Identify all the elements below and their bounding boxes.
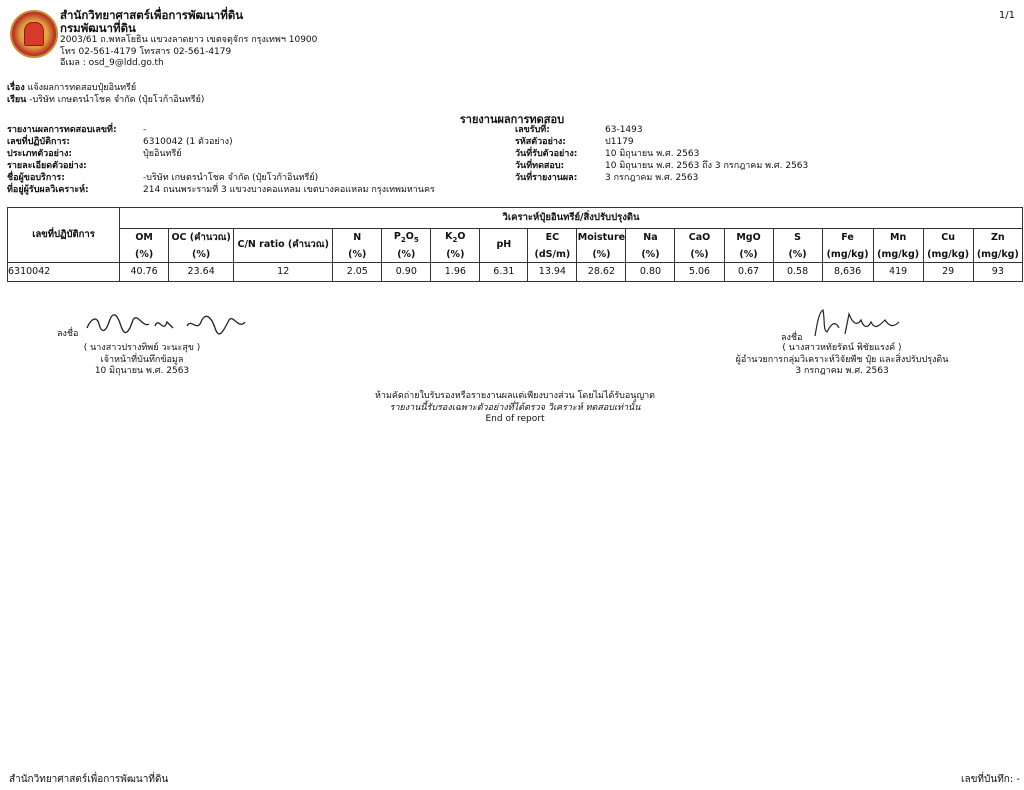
report-notice: [0, 391, 1024, 426]
header-address: 2003/61 ถ.พหลโยธิน แขวงลาดยาว เขตจตุจักร กรุงเทพฯ 10900: [60, 35, 318, 45]
column-header: Cu: [923, 229, 973, 248]
result-cell: 1.96: [431, 262, 480, 281]
footer-record-number: เลขที่บันทึก: -: [961, 774, 1020, 785]
header-phone: โทร 02-561-4179 โทรสาร 02-561-4179: [60, 46, 232, 57]
info-label: ที่อยู่ผู้รับผลวิเคราะห์:: [7, 185, 89, 195]
right-signer: [712, 343, 972, 378]
column-header: S: [773, 229, 822, 248]
column-header: Mn: [873, 229, 923, 248]
info-label: ประเภทตัวอย่าง:: [7, 149, 72, 159]
column-unit: (%): [724, 248, 773, 263]
result-cell: 2.05: [333, 262, 382, 281]
report-title: รายงานผลการทดสอบ: [459, 113, 565, 126]
info-value: 63-1493: [605, 125, 643, 135]
column-unit: (dS/m): [528, 248, 577, 263]
info-label: เลขที่ปฏิบัติการ:: [7, 137, 70, 147]
column-header: OC (คำนวณ): [169, 229, 234, 248]
column-unit: (%): [169, 248, 234, 263]
result-cell: 29: [923, 262, 973, 281]
header-title: [60, 9, 243, 35]
result-cell: 40.76: [120, 262, 169, 281]
column-unit: (%): [333, 248, 382, 263]
result-cell: 8,636: [822, 262, 873, 281]
info-label: รหัสตัวอย่าง:: [515, 137, 566, 147]
column-header: pH: [480, 229, 528, 263]
letter-subject-line: [7, 83, 136, 95]
info-label: วันที่รายงานผล:: [515, 173, 578, 183]
column-unit: (mg/kg): [822, 248, 873, 263]
result-cell: 0.58: [773, 262, 822, 281]
notice-copy-restriction: ห้ามคัดถ่ายใบรับรองหรือรายงานผลแต่เพียงบางส่วน โดยไม่ได้รับอนุญาต: [374, 391, 656, 401]
lab-no-header: เลขที่ปฏิบัติการ: [8, 208, 120, 263]
column-header: Zn: [973, 229, 1022, 248]
to-label: เรียน: [7, 95, 27, 105]
info-value: ปุ๋ยอินทรีย์: [143, 149, 182, 159]
results-table: [7, 207, 1023, 282]
page-number: 1/1: [998, 10, 1015, 21]
info-label: รายละเอียดตัวอย่าง:: [7, 161, 87, 171]
column-unit: (mg/kg): [923, 248, 973, 263]
column-unit: (%): [431, 248, 480, 263]
column-unit: (%): [626, 248, 675, 263]
right-signer-date: 3 กรกฎาคม พ.ศ. 2563: [795, 366, 889, 376]
department-logo: [10, 10, 58, 58]
subject-text: แจ้งผลการทดสอบปุ๋ยอินทรีย์: [27, 83, 137, 93]
info-label: เลขรับที่:: [515, 125, 550, 135]
column-unit: (%): [120, 248, 169, 263]
info-label: วันที่รับตัวอย่าง:: [515, 149, 578, 159]
info-value: 10 มิถุนายน พ.ศ. 2563 ถึง 3 กรกฎาคม พ.ศ. 2563: [605, 161, 809, 171]
left-signature: [57, 306, 257, 339]
result-cell: 13.94: [528, 262, 577, 281]
column-unit: (%): [773, 248, 822, 263]
right-handwritten-signature: [809, 306, 904, 340]
info-value: 6310042 (1 ตัวอย่าง): [143, 137, 233, 147]
notice-scope: รายงานนี้รับรองเฉพาะตัวอย่างที่ได้ตรวจ วิเคราะห์ ทดสอบเท่านั้น: [389, 402, 641, 413]
right-signer-name: ( นางสาวหทัยรัตน์ พิชัยแรงค์ ): [782, 343, 902, 353]
header-title-office: สำนักวิทยาศาสตร์เพื่อการพัฒนาที่ดิน: [60, 8, 244, 22]
column-header: CaO: [675, 229, 724, 248]
info-value: ป1179: [605, 137, 634, 147]
logo-emblem-icon: [24, 22, 44, 46]
info-label: รายงานผลการทดสอบเลขที่:: [7, 125, 117, 135]
result-cell: 28.62: [577, 262, 626, 281]
result-cell: 0.90: [382, 262, 431, 281]
column-unit: (%): [675, 248, 724, 263]
column-header: $K_2O$: [431, 229, 480, 248]
header-email: อีเมล : osd_9@ldd.go.th: [60, 58, 164, 68]
info-label: วันที่ทดสอบ:: [515, 161, 565, 171]
left-signer: [42, 343, 242, 378]
analysis-group-header: วิเคราะห์ปุ๋ยอินทรีย์/สิ่งปรับปรุงดิน: [120, 208, 1023, 229]
column-header: $P_2O_5$: [382, 229, 431, 248]
column-header: MgO: [724, 229, 773, 248]
left-signer-date: 10 มิถุนายน พ.ศ. 2563: [94, 366, 190, 376]
lab-no-cell: 6310042: [8, 262, 120, 281]
result-cell: 419: [873, 262, 923, 281]
right-signature: [781, 306, 921, 343]
end-of-report: End of report: [485, 414, 545, 424]
info-value: 3 กรกฎาคม พ.ศ. 2563: [605, 173, 699, 183]
column-header: Na: [626, 229, 675, 248]
letter-to-line: [7, 95, 204, 107]
info-value: 214 ถนนพระรามที่ 3 แขวงบางคอแหลม เขตบางคอแหลม กรุงเทพมหานคร: [143, 185, 435, 195]
column-header: Fe: [822, 229, 873, 248]
column-header: EC: [528, 229, 577, 248]
header-contact: [60, 35, 317, 70]
info-value: -บริษัท เกษตรนำโชค จำกัด (ปุ๋ยโวก้าอินทรีย์): [143, 173, 319, 183]
result-cell: 93: [973, 262, 1022, 281]
left-signer-position: เจ้าหน้าที่บันทึกข้อมูล: [100, 354, 184, 365]
column-header: OM: [120, 229, 169, 248]
to-text: -บริษัท เกษตรนำโชค จำกัด (ปุ๋ยโวก้าอินทรีย์): [29, 95, 205, 105]
column-unit: (mg/kg): [873, 248, 923, 263]
subject-label: เรื่อง: [7, 83, 25, 93]
result-cell: 5.06: [675, 262, 724, 281]
right-sign-label: ลงชื่อ: [781, 333, 803, 343]
result-cell: 23.64: [169, 262, 234, 281]
column-header: N: [333, 229, 382, 248]
info-value: -: [143, 125, 147, 135]
column-unit: (%): [577, 248, 626, 263]
result-cell: 0.80: [626, 262, 675, 281]
result-cell: 0.67: [724, 262, 773, 281]
table-row: [8, 262, 1023, 281]
result-cell: 12: [234, 262, 333, 281]
column-unit: (mg/kg): [973, 248, 1022, 263]
right-signer-position: ผู้อำนวยการกลุ่มวิเคราะห์วิจัยพืช ปุ๋ย และสิ่งปรับปรุงดิน: [735, 354, 949, 365]
left-signer-name: ( นางสาวปรางทิพย์ วะนะสุข ): [83, 343, 201, 353]
column-unit: (%): [382, 248, 431, 263]
left-sign-label: ลงชื่อ: [57, 329, 79, 339]
column-header: Moisture: [577, 229, 626, 248]
column-header: C/N ratio (คำนวณ): [234, 229, 333, 263]
result-cell: 6.31: [480, 262, 528, 281]
footer-office: สำนักวิทยาศาสตร์เพื่อการพัฒนาที่ดิน: [9, 774, 169, 785]
left-handwritten-signature: [83, 306, 258, 338]
info-value: 10 มิถุนายน พ.ศ. 2563: [605, 149, 700, 159]
header-title-department: กรมพัฒนาที่ดิน: [60, 21, 136, 35]
info-label: ชื่อผู้ขอบริการ:: [7, 173, 65, 183]
